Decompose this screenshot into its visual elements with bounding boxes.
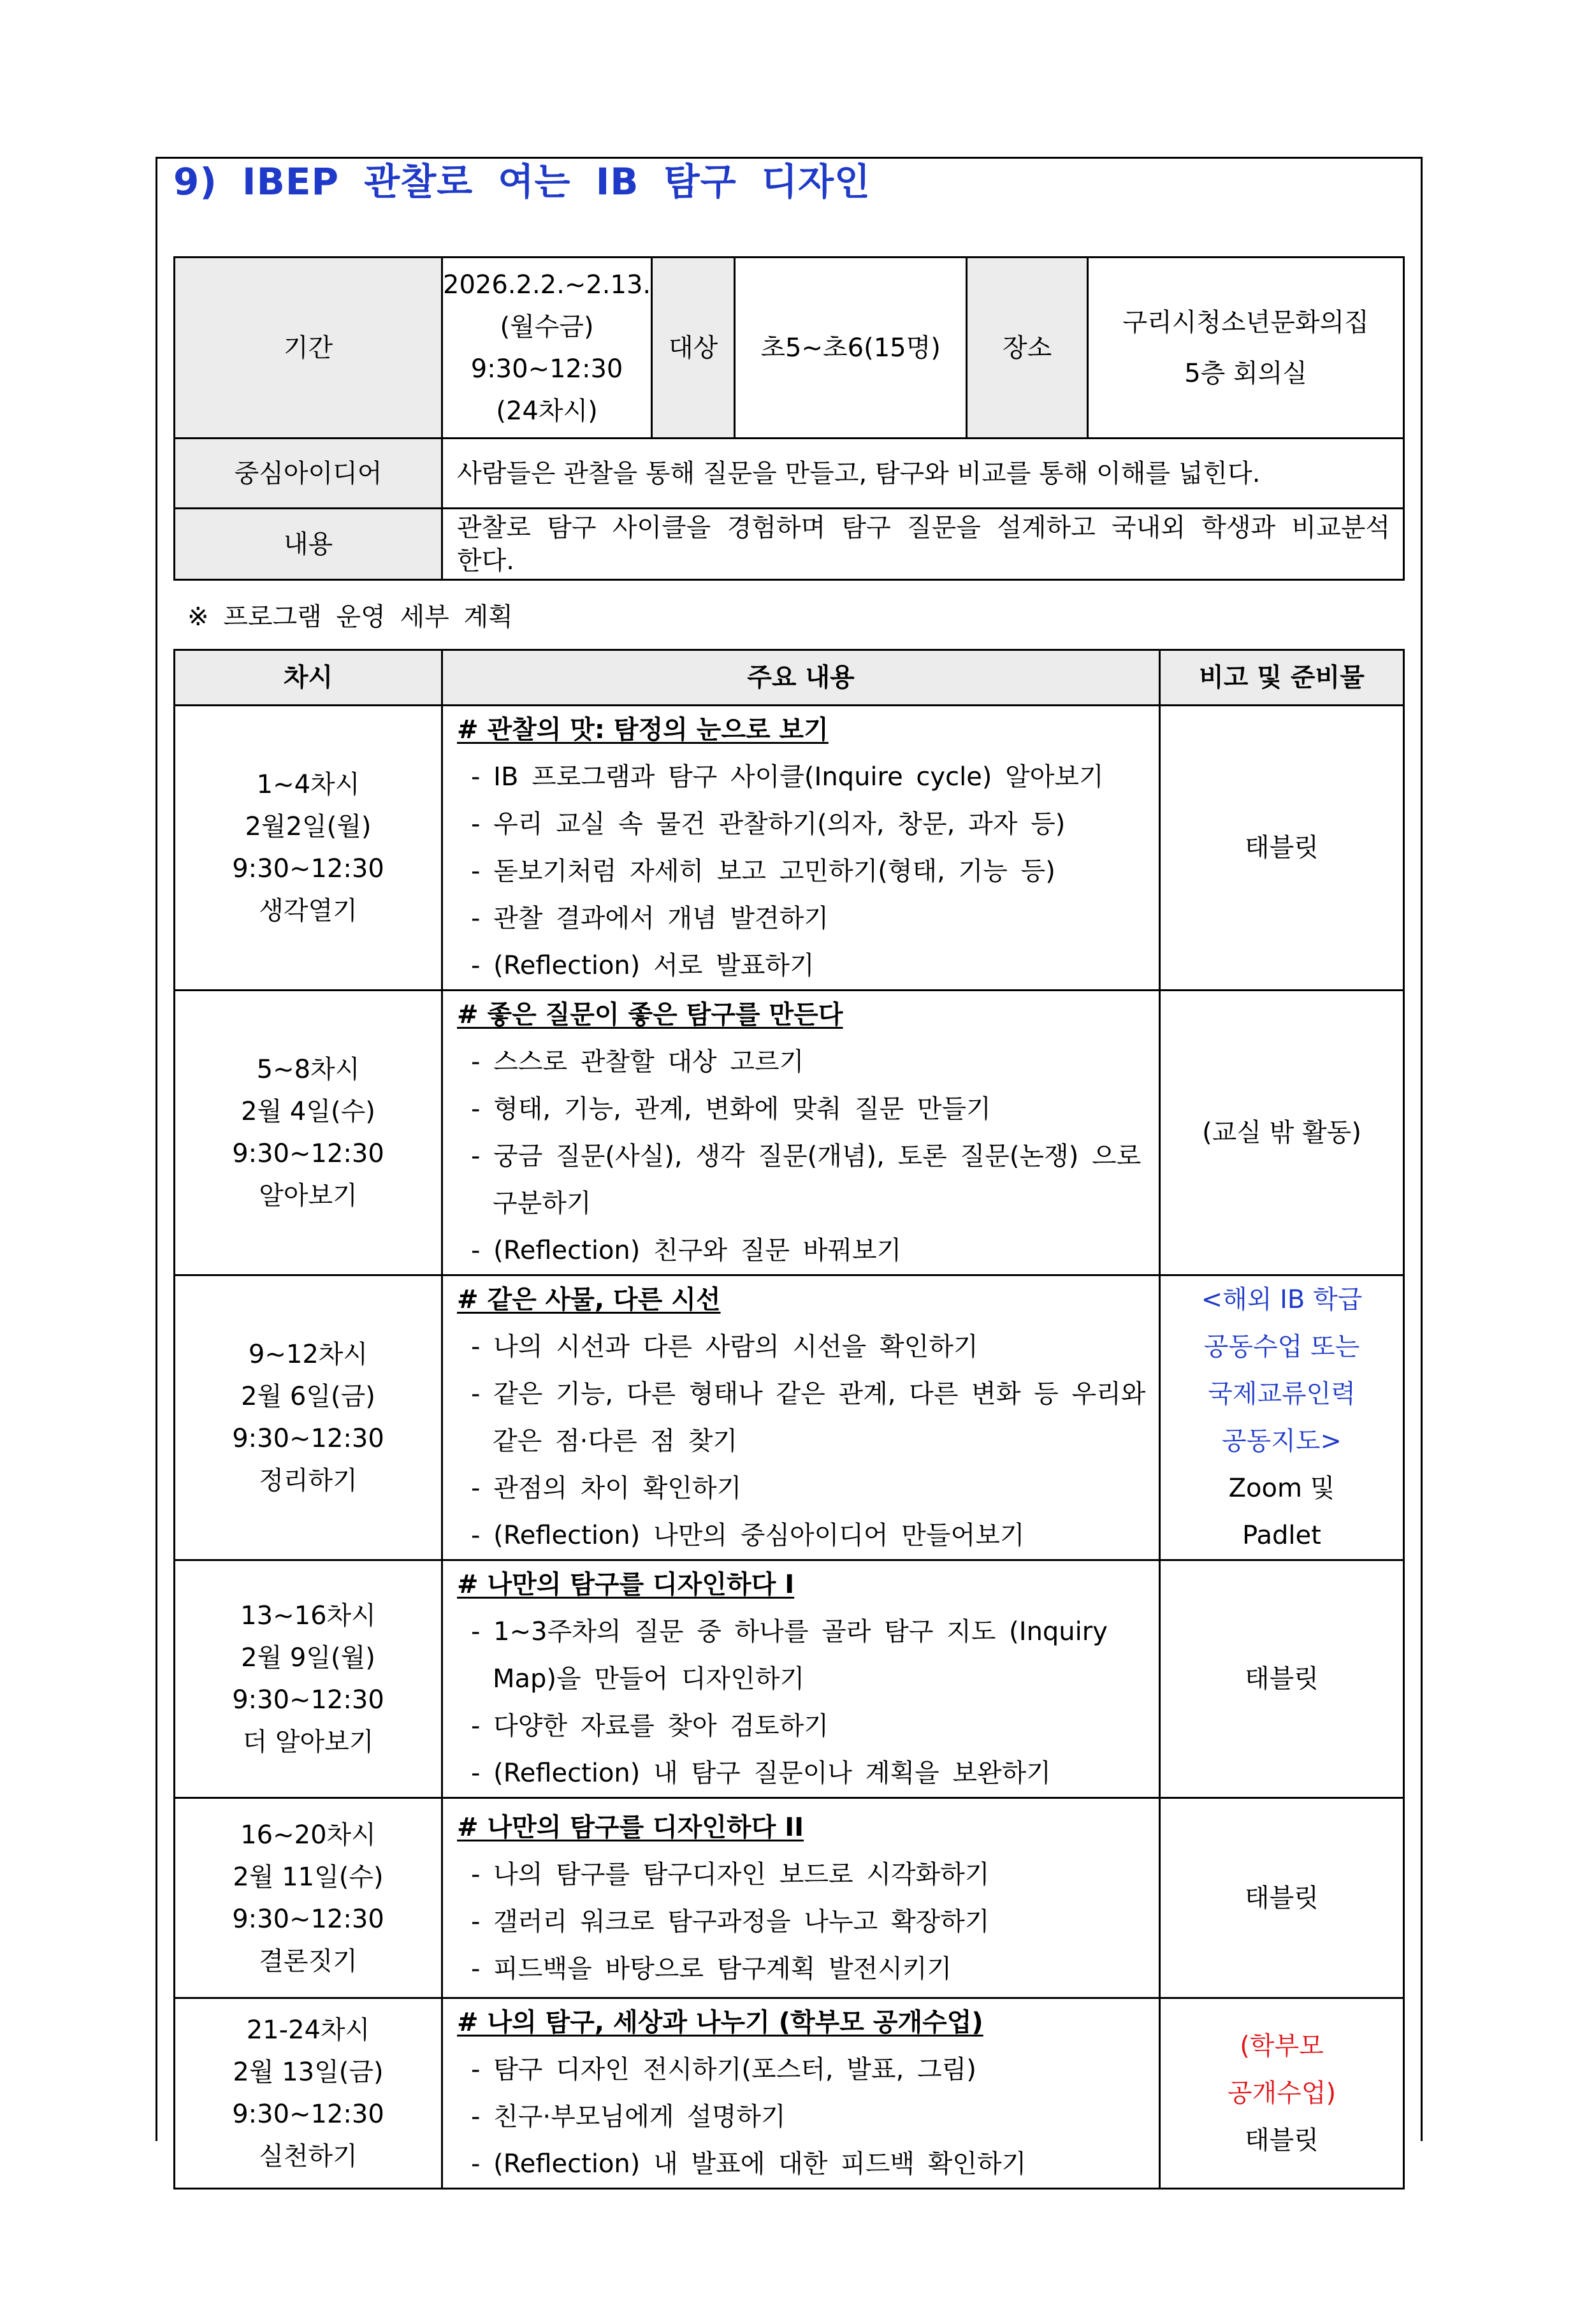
program-info-table <box>173 256 1405 581</box>
session-heading: # 나만의 탐구를 디자인하다 I <box>457 1570 795 1599</box>
session-item: - 친구·부모님에게 설명하기 <box>471 2102 786 2132</box>
session-row-1 <box>175 706 1404 991</box>
session-item: - 우리 교실 속 물건 관찰하기(의자, 창문, 과자 등) <box>471 810 1066 839</box>
session-heading: # 나만의 탐구를 디자인하다 II <box>457 1812 804 1842</box>
session-remark: 태블릿 <box>1160 1560 1404 1798</box>
session-info: 9~12차시 2월 6일(금) 9:30~12:30 정리하기 <box>175 1275 442 1560</box>
session-item: - (Reflection) 친구와 질문 바꿔보기 <box>471 1236 902 1265</box>
session-item: - (Reflection) 내 탐구 질문이나 계획을 보완하기 <box>471 1759 1051 1788</box>
session-info: 1~4차시 2월2일(월) 9:30~12:30 생각열기 <box>175 706 442 991</box>
session-remark: <해외 IB 학급 공동수업 또는 국제교류인력 공동지도> Zoom 및 Padlet <box>1160 1275 1404 1560</box>
session-content <box>442 706 1160 991</box>
session-remark: (교실 밖 활동) <box>1160 991 1404 1275</box>
place-label: 장소 <box>967 258 1088 439</box>
target-label: 대상 <box>652 258 735 439</box>
session-row-2 <box>175 991 1404 1275</box>
session-item: - (Reflection) 나만의 중심아이디어 만들어보기 <box>471 1521 1025 1550</box>
session-remark: 태블릿 <box>1160 706 1404 991</box>
central-idea-label: 중심아이디어 <box>175 439 442 509</box>
page-title: 9) IBEP 관찰로 여는 IB 탐구 디자인 <box>173 160 871 203</box>
remark-blue-line: 국제교류인력 <box>1208 1379 1356 1409</box>
session-row-3 <box>175 1275 1404 1560</box>
session-item: - 궁금 질문(사실), 생각 질문(개념), 토론 질문(논쟁) 으로 구분하기 <box>471 1142 1142 1218</box>
session-heading: # 나의 탐구, 세상과 나누기 (학부모 공개수업) <box>457 2008 983 2037</box>
remark-red-line: 공개수업) <box>1227 2079 1337 2108</box>
session-remark: (학부모 공개수업) 태블릿 <box>1160 1998 1404 2189</box>
session-item: - 탐구 디자인 전시하기(포스터, 발표, 그림) <box>471 2055 976 2084</box>
central-idea-value: 사람들은 관찰을 통해 질문을 만들고, 탐구와 비교를 통해 이해를 넓힌다. <box>442 439 1404 509</box>
session-remark: 태블릿 <box>1160 1798 1404 1998</box>
session-content <box>442 1560 1160 1798</box>
remark-blue-line: 공동지도> <box>1221 1427 1342 1456</box>
session-item: - 나의 탐구를 탐구디자인 보드로 시각화하기 <box>471 1859 990 1889</box>
session-info: 13~16차시 2월 9일(월) 9:30~12:30 더 알아보기 <box>175 1560 442 1798</box>
session-item: - 같은 기능, 다른 형태나 같은 관계, 다른 변화 등 우리와 같은 점·다른 점 찾기 <box>471 1379 1146 1456</box>
session-info: 5~8차시 2월 4일(수) 9:30~12:30 알아보기 <box>175 991 442 1275</box>
session-item: - 나의 시선과 다른 사람의 시선을 확인하기 <box>471 1332 978 1362</box>
session-item: - IB 프로그램과 탐구 사이클(Inquire cycle) 알아보기 <box>471 762 1104 792</box>
session-plan-table <box>173 649 1405 2190</box>
content-label: 내용 <box>175 509 442 580</box>
period-label: 기간 <box>175 258 442 439</box>
place-value: 구리시청소년문화의집 5층 회의실 <box>1088 258 1404 439</box>
session-heading: # 좋은 질문이 좋은 탐구를 만든다 <box>457 1000 843 1029</box>
period-value: 2026.2.2.~2.13. (월수금) 9:30~12:30 (24차시) <box>442 258 652 439</box>
session-info: 16~20차시 2월 11일(수) 9:30~12:30 결론짓기 <box>175 1798 442 1998</box>
session-content <box>442 991 1160 1275</box>
session-item: - 관찰 결과에서 개념 발견하기 <box>471 904 829 933</box>
session-item: - 다양한 자료를 찾아 검토하기 <box>471 1711 829 1741</box>
session-info: 21-24차시 2월 13일(금) 9:30~12:30 실천하기 <box>175 1998 442 2189</box>
content-value: 관찰로 탐구 사이클을 경험하며 탐구 질문을 설계하고 국내외 학생과 비교분석 한다. <box>442 509 1404 580</box>
remark-red-line: (학부모 <box>1240 2031 1324 2061</box>
session-item: - 형태, 기능, 관계, 변화에 맞춰 질문 만들기 <box>471 1094 991 1124</box>
session-row-6 <box>175 1998 1404 2189</box>
plan-note: ※ 프로그램 운영 세부 계획 <box>187 602 513 632</box>
header-session: 차시 <box>175 650 442 706</box>
session-item: - 스스로 관찰할 대상 고르기 <box>471 1047 804 1077</box>
session-content <box>442 1798 1160 1998</box>
session-row-5 <box>175 1798 1404 1998</box>
session-item: - 1~3주차의 질문 중 하나를 골라 탐구 지도 (Inquiry Map)을 만들어 디자인하기 <box>471 1617 1108 1694</box>
session-item: - 갤러리 워크로 탐구과정을 나누고 확장하기 <box>471 1906 990 1936</box>
session-item: - (Reflection) 서로 발표하기 <box>471 951 815 980</box>
header-content: 주요 내용 <box>442 650 1160 706</box>
session-item: - 관점의 차이 확인하기 <box>471 1474 742 1503</box>
session-heading: # 관찰의 맛: 탐정의 눈으로 보기 <box>457 715 829 744</box>
target-value: 초5~초6(15명) <box>735 258 967 439</box>
header-remark: 비고 및 준비물 <box>1160 650 1404 706</box>
session-heading: # 같은 사물, 다른 시선 <box>457 1285 721 1314</box>
session-row-4 <box>175 1560 1404 1798</box>
session-item: - (Reflection) 내 발표에 대한 피드백 확인하기 <box>471 2149 1027 2179</box>
session-content <box>442 1275 1160 1560</box>
session-item: - 피드백을 바탕으로 탐구계획 발전시키기 <box>471 1954 952 1984</box>
session-item: - 돋보기처럼 자세히 보고 고민하기(형태, 기능 등) <box>471 857 1055 886</box>
remark-blue-line: 공동수업 또는 <box>1203 1332 1360 1362</box>
remark-blue-line: <해외 IB 학급 <box>1201 1285 1363 1314</box>
session-content <box>442 1998 1160 2189</box>
